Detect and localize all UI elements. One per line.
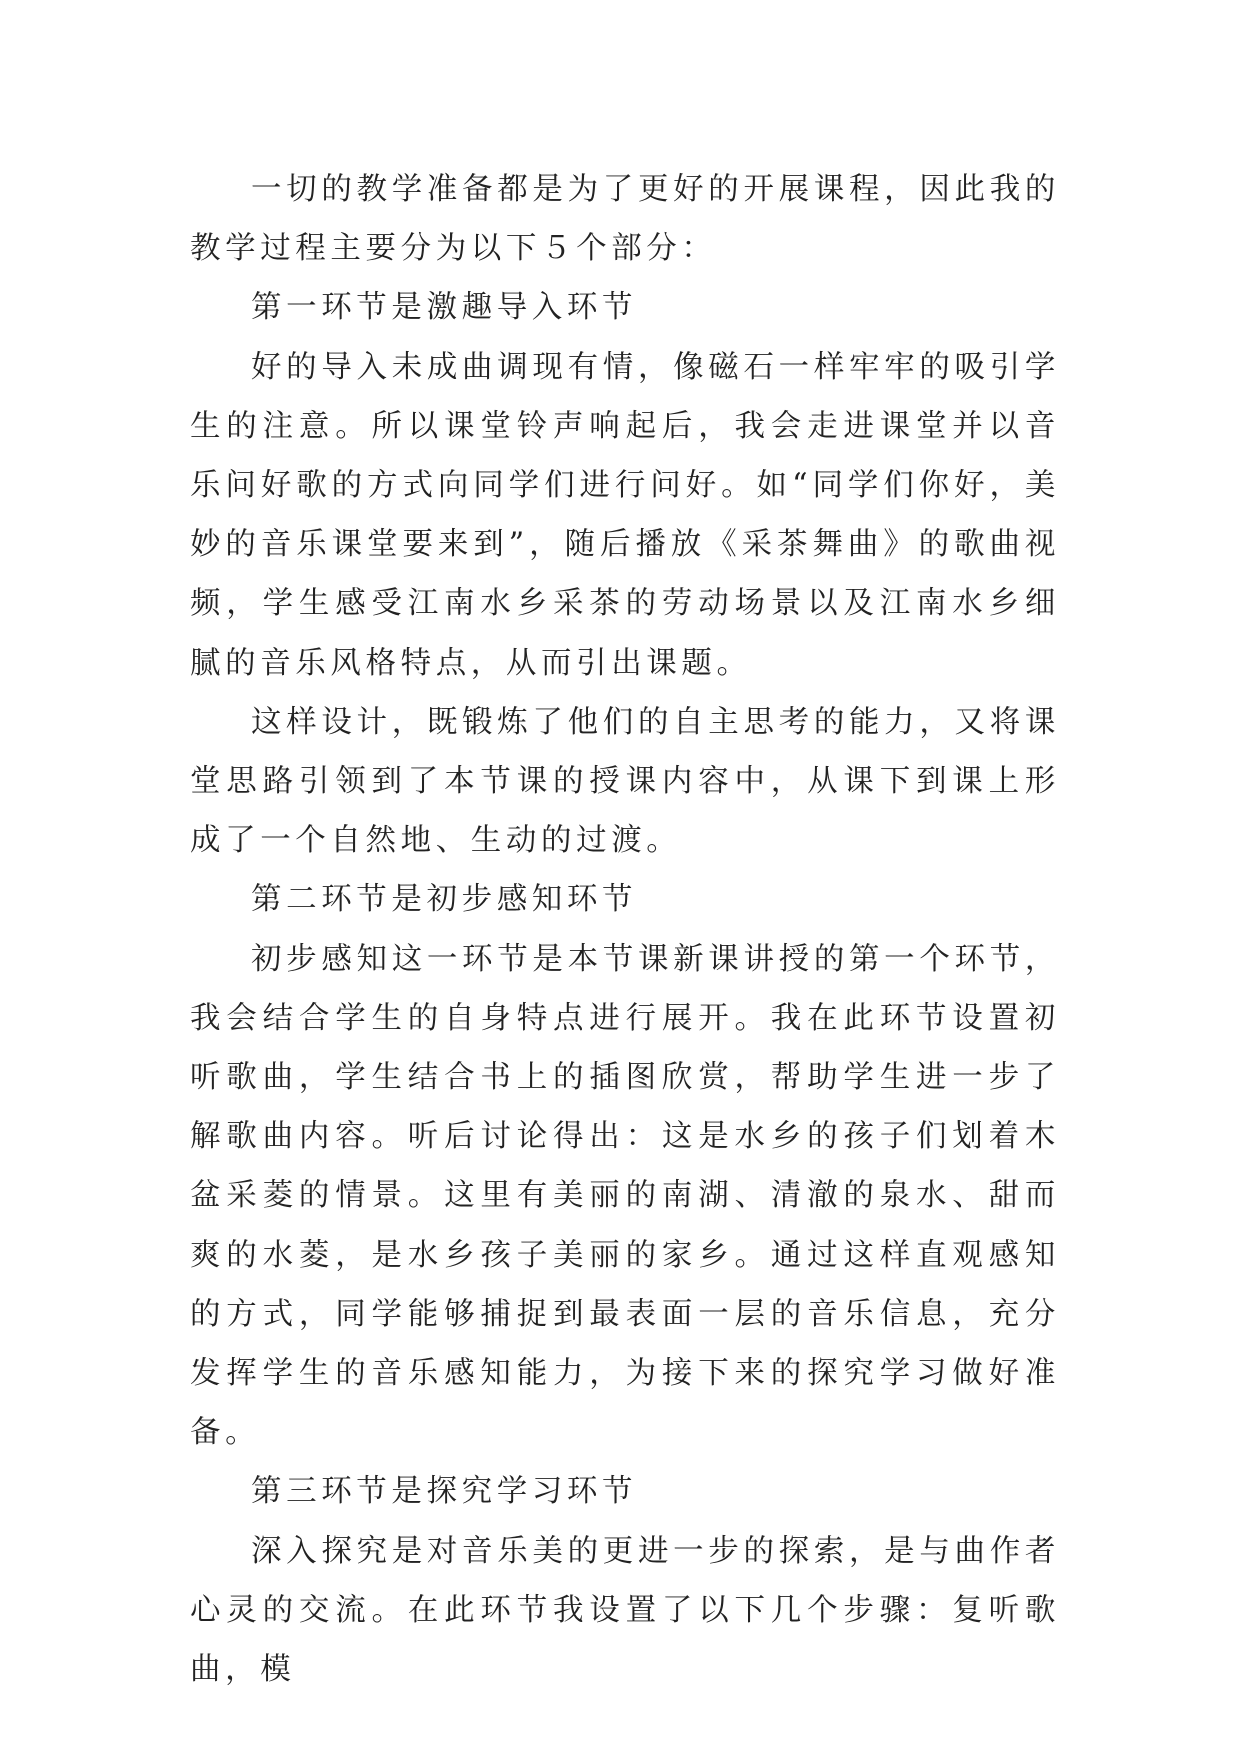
paragraph-intro: 一切的教学准备都是为了更好的开展课程，因此我的教学过程主要分为以下５个部分： [190,172,1060,267]
section-heading-1: 第一环节是激趣导入环节 [251,290,638,326]
document-body [190,160,1060,1699]
section-heading-2: 第二环节是初步感知环节 [251,882,638,918]
section-heading-3: 第三环节是探究学习环节 [251,1474,638,1510]
paragraph-section-1-summary: 这样设计，既锻炼了他们的自主思考的能力，又将课堂思路引领到了本节课的授课内容中，从课下到课上形成了一个自然地、生动的过渡。 [190,704,1060,859]
paragraph-section-1-body: 好的导入未成曲调现有情，像磁石一样牢牢的吸引学生的注意。所以课堂铃声响起后，我会走进课堂并以音乐问好歌的方式向同学们进行问好。如“同学们你好，美妙的音乐课堂要来到”，随后播放《采茶舞曲》的歌曲视频，学生感受江南水乡采茶的劳动场景以及江南水乡细腻的音乐风格特点，从而引出课题。 [190,349,1060,681]
paragraph-section-3-body: 深入探究是对音乐美的更进一步的探索，是与曲作者心灵的交流。在此环节我设置了以下几个步骤：复听歌曲，模 [190,1533,1060,1688]
paragraph-section-2-body: 初步感知这一环节是本节课新课讲授的第一个环节，我会结合学生的自身特点进行展开。我在此环节设置初听歌曲，学生结合书上的插图欣赏，帮助学生进一步了解歌曲内容。听后讨论得出：这是水乡的孩子们划着木盆采菱的情景。这里有美丽的南湖、清澈的泉水、甜而爽的水菱，是水乡孩子美丽的家乡。通过这样直观感知的方式，同学能够捕捉到最表面一层的音乐信息，充分发挥学生的音乐感知能力，为接下来的探究学习做好准备。 [190,941,1060,1451]
